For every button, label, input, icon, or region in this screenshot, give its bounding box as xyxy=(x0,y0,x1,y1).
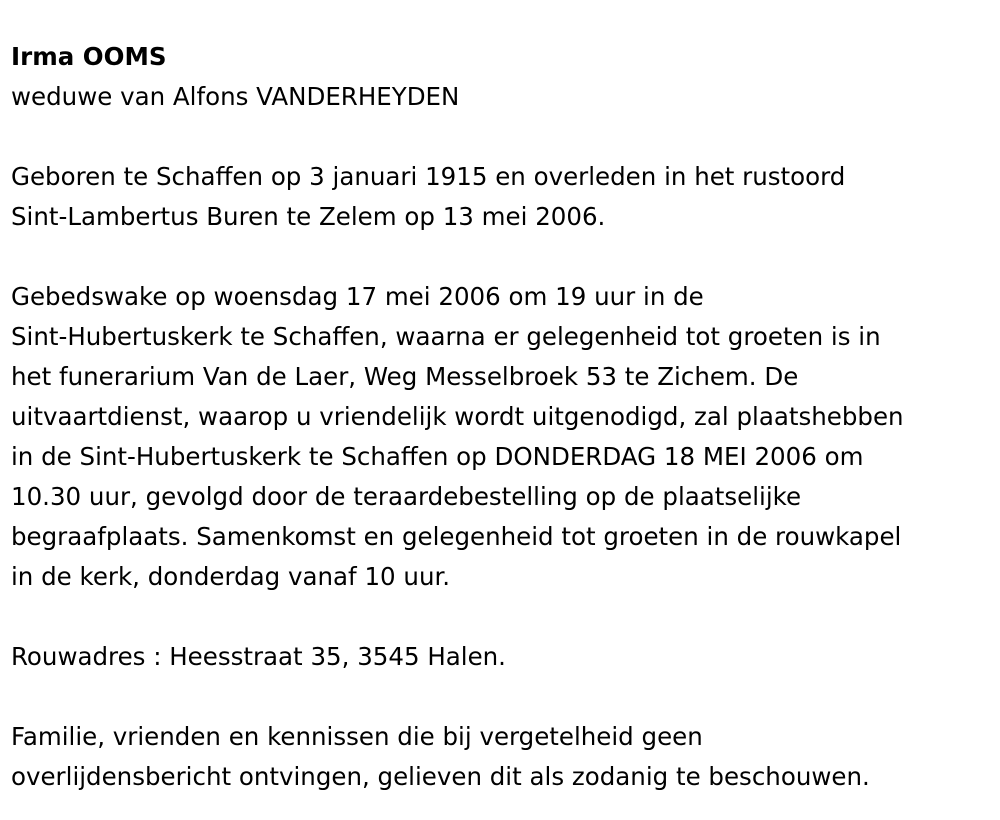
spacer xyxy=(11,237,1000,277)
text-line: Sint-Lambertus Buren te Zelem op 13 mei 2006. xyxy=(11,202,606,231)
text-line: 10.30 uur, gevolgd door de teraardebestelling op de plaatselijke xyxy=(11,482,802,511)
spacer xyxy=(11,597,1000,637)
text-line: het funerarium Van de Laer, Weg Messelbroek 53 te Zichem. De xyxy=(11,362,799,391)
text-line: Sint-Hubertuskerk te Schaffen, waarna er gelegenheid tot groeten is in xyxy=(11,322,881,351)
text-line: uitvaartdienst, waarop u vriendelijk wordt uitgenodigd, zal plaatshebben xyxy=(11,402,904,431)
text-line: Gebedswake op woensdag 17 mei 2006 om 19 uur in de xyxy=(11,282,704,311)
text-line: overlijdensbericht ontvingen, gelieven dit als zodanig te beschouwen. xyxy=(11,762,870,791)
relation-line: weduwe van Alfons VANDERHEYDEN xyxy=(11,82,460,111)
closing-paragraph xyxy=(11,717,1000,797)
birth-death-paragraph xyxy=(11,157,1000,237)
spacer xyxy=(11,677,1000,717)
text-line: Geboren te Schaffen op 3 januari 1915 en overleden in het rustoord xyxy=(11,162,846,191)
spacer xyxy=(11,117,1000,157)
ceremony-paragraph xyxy=(11,277,1000,597)
deceased-name: Irma OOMS xyxy=(11,42,167,71)
text-line: begraafplaats. Samenkomst en gelegenheid tot groeten in de rouwkapel xyxy=(11,522,902,551)
text-line: in de kerk, donderdag vanaf 10 uur. xyxy=(11,562,451,591)
text-line: in de Sint-Hubertuskerk te Schaffen op DONDERDAG 18 MEI 2006 om xyxy=(11,442,864,471)
text-line: Familie, vrienden en kennissen die bij vergetelheid geen xyxy=(11,722,703,751)
mourning-address: Rouwadres : Heesstraat 35, 3545 Halen. xyxy=(11,642,506,671)
